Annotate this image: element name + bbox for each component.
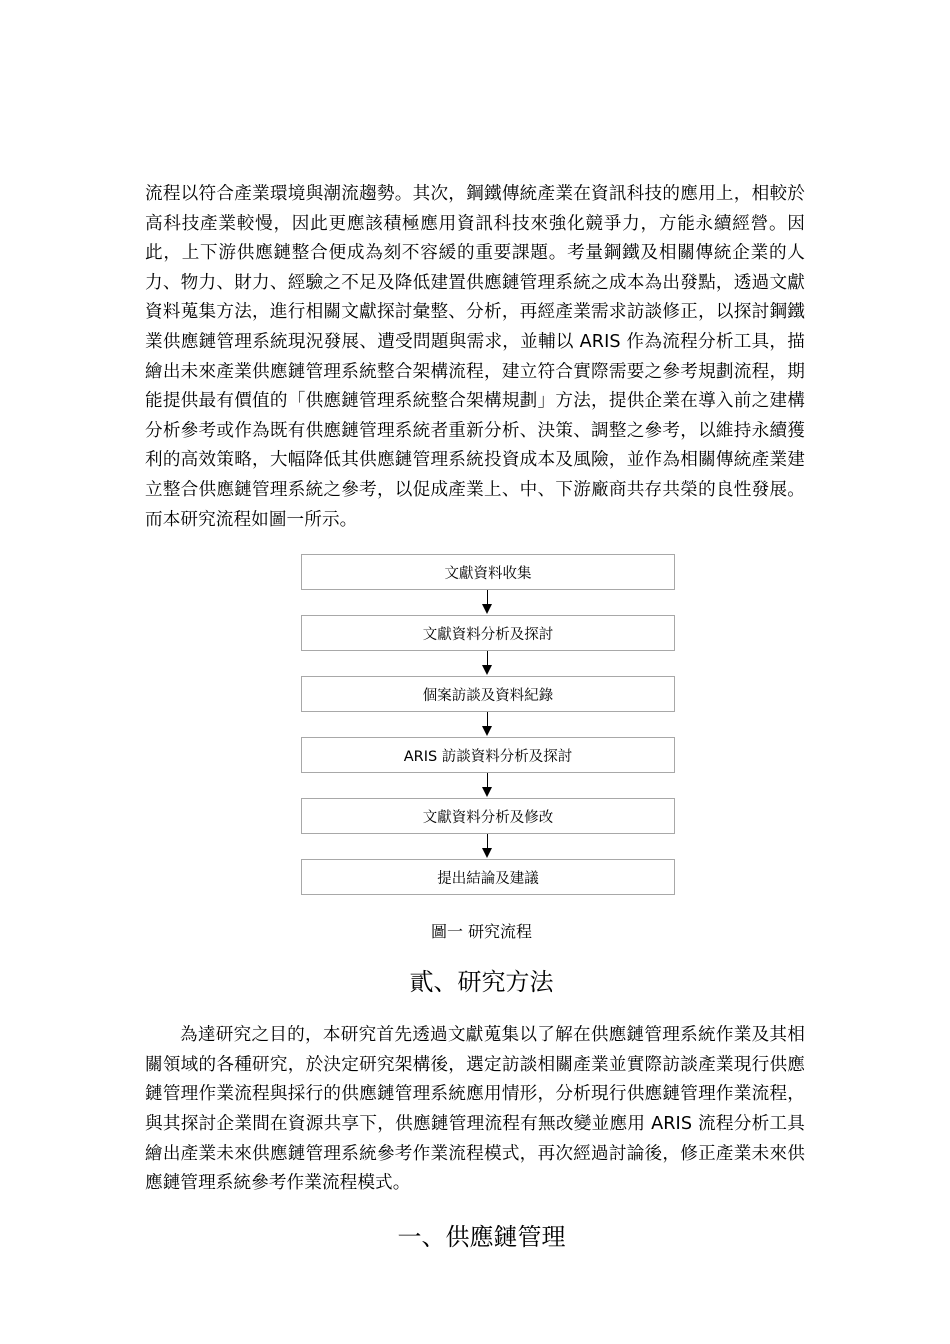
arrow-down-icon <box>482 604 492 614</box>
arrow-down-icon <box>482 787 492 797</box>
arrow-down-icon <box>482 726 492 736</box>
flow-step-conclusion: 提出結論及建議 <box>301 859 675 895</box>
method-paragraph: 為達研究之目的，本研究首先透過文獻蒐集以了解在供應鏈管理系統作業及其相關領域的各種研究，於決定研究架構後，選定訪談相關產業並實際訪談產業現行供應鏈管理作業流程與採行的供應鏈管理系統應用情形，分析現行供應鏈管理作業流程，與其探討企業間在資源共享下，供應鏈管理流程有無改變並應用 ARIS 流程分析工具繪出產業未來供應鏈管理系統參考作業流程模式，再次經過討論後，修正產業未來供應鏈管理系統參考作業流程模式。 <box>145 1025 805 1194</box>
flow-step-literature-analysis: 文獻資料分析及探討 <box>301 615 675 651</box>
subsection-heading: 一、供應鏈管理 <box>397 1222 566 1251</box>
flow-arrow <box>301 712 673 737</box>
flow-arrow <box>301 590 673 615</box>
flow-arrow <box>301 773 673 798</box>
flow-step-case-interview: 個案訪談及資料紀錄 <box>301 676 675 712</box>
intro-paragraph: 流程以符合產業環境與潮流趨勢。其次，鋼鐵傳統產業在資訊科技的應用上，相較於高科技產業較慢，因此更應該積極應用資訊科技來強化競爭力，方能永續經營。因此，上下游供應鏈整合便成為刻不容緩的重要課題。考量鋼鐵及相關傳統企業的人力、物力、財力、經驗之不足及降低建置供應鏈管理系統之成本為出發點，透過文獻資料蒐集方法，進行相關文獻探討彙整、分析，再經產業需求訪談修正，以探討鋼鐵業供應鏈管理系統現況發展、遭受問題與需求，並輔以 ARIS 作為流程分析工具，描繪出未來產業供應鏈管理系統整合架構流程，建立符合實際需要之參考規劃流程，期能提供最有價值的「供應鏈管理系統整合架構規劃」方法，提供企業在導入前之建構分析參考或作為既有供應鏈管理系統者重新分析、決策、調整之參考，以維持永續獲利的高效策略，大幅降低其供應鏈管理系統投資成本及風險，並作為相關傳統產業建立整合供應鏈管理系統之參考，以促成產業上、中、下游廠商共存共榮的良性發展。而本研究流程如圖一所示。 <box>145 184 805 530</box>
flow-arrow <box>301 834 673 859</box>
figure-caption: 圖一 研究流程 <box>430 922 533 942</box>
arrow-down-icon <box>482 848 492 858</box>
flow-step-literature-revision: 文獻資料分析及修改 <box>301 798 675 834</box>
section-heading: 貳、研究方法 <box>409 968 554 997</box>
flow-step-aris-analysis: ARIS 訪談資料分析及探討 <box>301 737 675 773</box>
research-flowchart <box>301 554 675 895</box>
document-page <box>145 180 805 1252</box>
arrow-down-icon <box>482 665 492 675</box>
flow-step-literature-collection: 文獻資料收集 <box>301 554 675 590</box>
flow-arrow <box>301 651 673 676</box>
